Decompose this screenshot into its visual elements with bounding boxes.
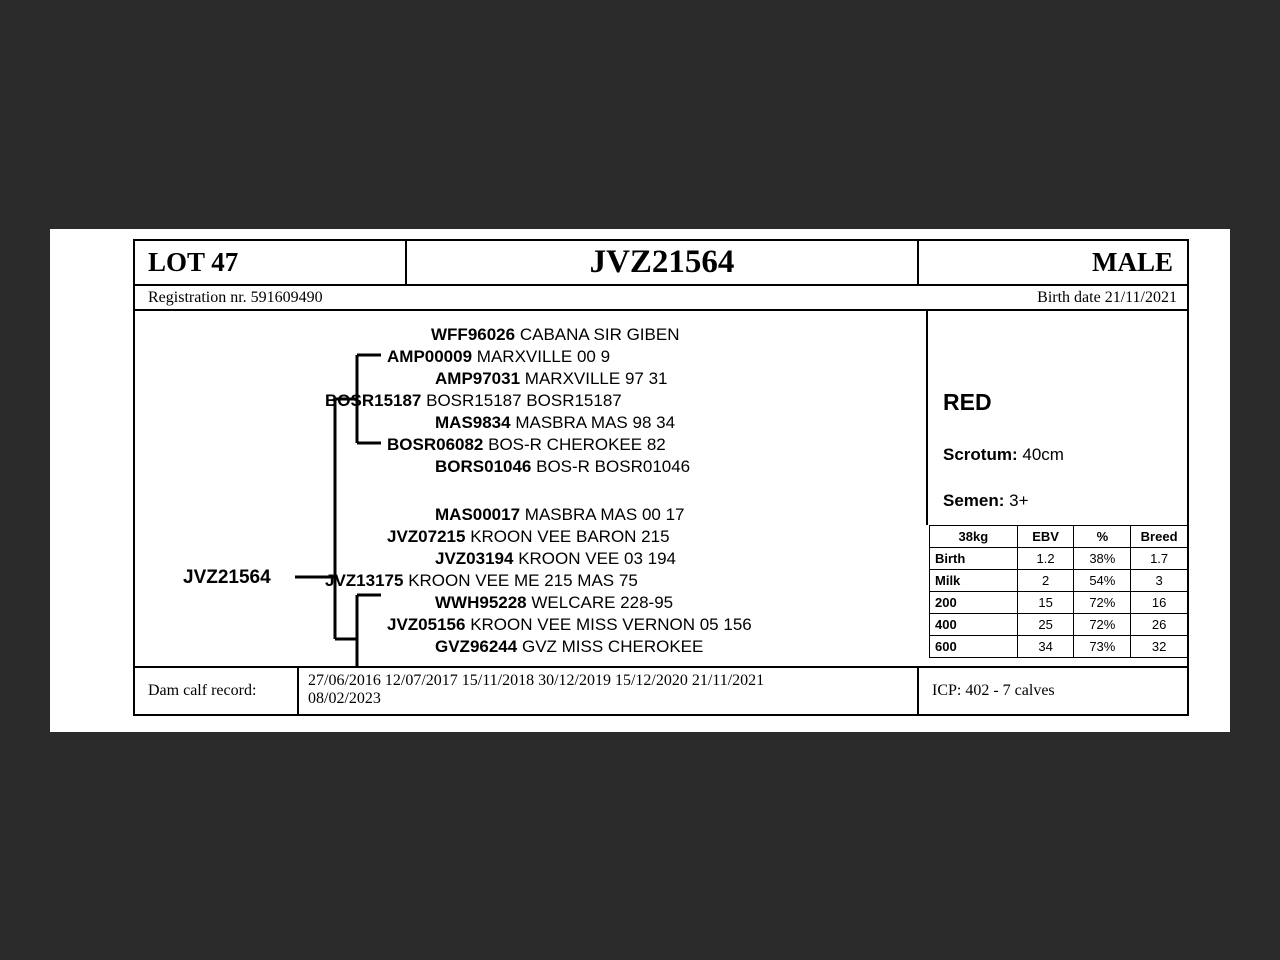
ebv-cell-4-1: 34 — [1017, 636, 1074, 658]
pedigree-name-3: BOSR15187 BOSR15187 — [426, 391, 622, 410]
ebv-cell-0-3: 1.7 — [1131, 548, 1188, 570]
dam-dates-line-2: 08/02/2023 — [308, 690, 381, 707]
pedigree-code-10: JVZ13175 — [325, 571, 404, 590]
pedigree-code-5: BOSR06082 — [387, 435, 484, 454]
animal-sex: MALE — [1092, 247, 1173, 277]
icp-value: ICP: 402 - 7 calves — [932, 682, 1055, 699]
ebv-cell-1-2: 54% — [1074, 570, 1131, 592]
pedigree-node-9 — [435, 549, 676, 569]
details-column — [928, 311, 1189, 666]
scrotum-measure — [943, 445, 1064, 465]
pedigree-code-8: JVZ07215 — [387, 527, 466, 546]
semen-value: 3+ — [1009, 491, 1029, 510]
ebv-cell-2-1: 15 — [1017, 592, 1074, 614]
pedigree-node-2 — [435, 369, 668, 389]
pedigree-node-6 — [435, 457, 690, 477]
pedigree-node-5 — [387, 435, 666, 455]
birth-date: Birth date 21/11/2021 — [1037, 288, 1177, 306]
pedigree-self: JVZ21564 — [183, 567, 271, 588]
table-row — [930, 548, 1188, 570]
ebv-cell-3-2: 72% — [1074, 614, 1131, 636]
ebv-cell-1-1: 2 — [1017, 570, 1074, 592]
ebv-cell-0-1: 1.2 — [1017, 548, 1074, 570]
animal-id: JVZ21564 — [407, 241, 919, 284]
ebv-cell-0-2: 38% — [1074, 548, 1131, 570]
dam-calf-record-label: Dam calf record: — [135, 668, 299, 714]
pedigree-name-13: GVZ MISS CHEROKEE — [521, 637, 704, 656]
pedigree-card — [133, 239, 1189, 722]
document-sheet — [50, 229, 1230, 732]
pedigree-name-6: BOS-R BOSR01046 — [536, 457, 691, 476]
ebv-header-2: % — [1074, 526, 1131, 548]
ebv-header-1: EBV — [1017, 526, 1074, 548]
pedigree-code-4: MAS9834 — [435, 413, 511, 432]
ebv-header-0: 38kg — [930, 526, 1018, 548]
lot-number: LOT 47 — [135, 241, 407, 284]
table-row — [930, 592, 1188, 614]
card-footer — [133, 668, 1189, 716]
pedigree-name-10: KROON VEE ME 215 MAS 75 — [408, 571, 638, 590]
semen-rating — [943, 491, 1029, 511]
ebv-cell-3-1: 25 — [1017, 614, 1074, 636]
dam-dates-line-1: 27/06/2016 12/07/2017 15/11/2018 30/12/2019 15/12/2020 21/11/2021 — [308, 672, 765, 689]
dam-calf-record-dates — [299, 668, 919, 714]
pedigree-node-11 — [435, 593, 673, 613]
ebv-cell-4-2: 73% — [1074, 636, 1131, 658]
pedigree-code-2: AMP97031 — [435, 369, 521, 388]
pedigree-code-9: JVZ03194 — [435, 549, 514, 568]
scrotum-value: 40cm — [1022, 445, 1064, 464]
ebv-cell-3-3: 26 — [1131, 614, 1188, 636]
scrotum-label: Scrotum: — [943, 445, 1018, 464]
ebv-cell-4-0: 600 — [930, 636, 1018, 658]
pedigree-name-0: CABANA SIR GIBEN — [519, 325, 680, 344]
pedigree-name-11: WELCARE 228-95 — [531, 593, 674, 612]
ebv-cell-2-2: 72% — [1074, 592, 1131, 614]
pedigree-node-0 — [431, 325, 680, 345]
pedigree-name-2: MARXVILLE 97 31 — [524, 369, 668, 388]
pedigree-node-3 — [325, 391, 622, 411]
ebv-cell-2-3: 16 — [1131, 592, 1188, 614]
pedigree-node-12 — [387, 615, 752, 635]
coat-colour: RED — [943, 389, 992, 415]
registration-number: Registration nr. 591609490 — [148, 288, 323, 306]
pedigree-code-6: BORS01046 — [435, 457, 532, 476]
ebv-cell-4-3: 32 — [1131, 636, 1188, 658]
pedigree-name-7: MASBRA MAS 00 17 — [524, 505, 685, 524]
table-row — [930, 570, 1188, 592]
pedigree-name-1: MARXVILLE 00 9 — [476, 347, 611, 366]
ebv-table — [929, 525, 1188, 658]
pedigree-code-13: GVZ96244 — [435, 637, 518, 656]
semen-label: Semen: — [943, 491, 1005, 510]
pedigree-node-7 — [435, 505, 684, 525]
card-header — [133, 239, 1189, 286]
ebv-cell-1-3: 3 — [1131, 570, 1188, 592]
pedigree-code-7: MAS00017 — [435, 505, 521, 524]
table-row — [930, 614, 1188, 636]
pedigree-code-1: AMP00009 — [387, 347, 473, 366]
pedigree-code-11: WWH95228 — [435, 593, 527, 612]
ebv-header-3: Breed — [1131, 526, 1188, 548]
registration-row — [133, 286, 1189, 311]
pedigree-name-5: BOS-R CHEROKEE 82 — [488, 435, 666, 454]
pedigree-code-0: WFF96026 — [431, 325, 516, 344]
table-row — [930, 636, 1188, 658]
pedigree-node-8 — [387, 527, 670, 547]
pedigree-name-9: KROON VEE 03 194 — [518, 549, 676, 568]
ebv-cell-2-0: 200 — [930, 592, 1018, 614]
ebv-header-row — [930, 526, 1188, 548]
pedigree-node-13 — [435, 637, 703, 657]
pedigree-node-10 — [325, 571, 638, 591]
pedigree-tree — [135, 311, 925, 666]
pedigree-name-8: KROON VEE BARON 215 — [470, 527, 670, 546]
card-body — [133, 311, 1189, 668]
pedigree-name-4: MASBRA MAS 98 34 — [515, 413, 676, 432]
pedigree-code-3: BOSR15187 — [325, 391, 422, 410]
ebv-cell-0-0: Birth — [930, 548, 1018, 570]
pedigree-node-1 — [387, 347, 610, 367]
pedigree-name-12: KROON VEE MISS VERNON 05 156 — [470, 615, 752, 634]
pedigree-code-12: JVZ05156 — [387, 615, 466, 634]
ebv-cell-1-0: Milk — [930, 570, 1018, 592]
pedigree-node-4 — [435, 413, 675, 433]
ebv-cell-3-0: 400 — [930, 614, 1018, 636]
